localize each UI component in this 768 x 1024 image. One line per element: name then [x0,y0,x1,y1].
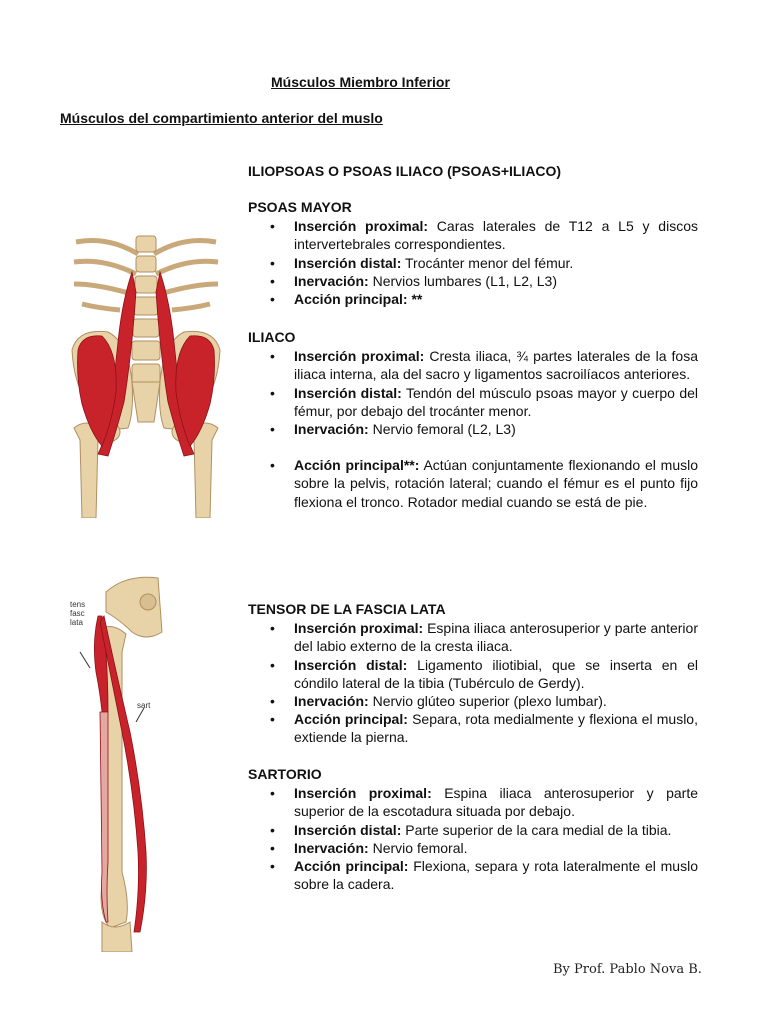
list-item [248,254,698,272]
sartorio-title: SARTORIO [248,766,322,782]
list-item [248,456,698,511]
spine [132,236,160,383]
list-item [248,821,698,839]
section-subtitle: Músculos del compartimiento anterior del muslo [60,110,383,126]
item-label: Inervación: [294,693,369,710]
tensor-fascia-lata-muscle [94,616,108,922]
item-label: Inserción proximal: [294,348,425,365]
item-text: Espina iliaca anterosuperior y parte superior de la escotadura situada por debajo. [294,785,698,820]
item-text: Nervios lumbares (L1, L2, L3) [368,272,558,289]
item-text: Nervio glúteo superior (plexo lumbar). [368,693,607,710]
list-item [248,272,698,290]
iliaco-title: ILIACO [248,329,296,345]
item-label: Inserción distal: [294,821,402,838]
item-label: Acción principal: [294,858,409,875]
item-label: Inserción proximal: [294,785,432,802]
tensor-section [248,600,698,747]
label-tensor-fascia-lata: tens fasc lata [70,600,86,627]
psoas-title: PSOAS MAYOR [248,199,352,215]
item-label: Acción principal: [294,711,408,728]
item-text: Tendón del músculo psoas mayor y cuerpo del fémur, por debajo del trocánter menor. [294,384,699,419]
signature: By Prof. Pablo Nova B. [553,962,702,977]
page-title: Músculos Miembro Inferior [271,74,450,90]
label-sartorius: sart [137,701,151,710]
thigh-illustration [66,572,170,952]
item-label: Inervación: [294,421,369,438]
psoas-list [248,217,698,308]
item-label: Inervación: [294,839,369,856]
list-item [248,692,698,710]
item-text: Actúan conjuntamente flexionando el muslo sobre la pelvis, rotación lateral; cuando el fémur es el punto fijo flexiona el tronco. Rotador medial cuando se está de pie. [294,457,698,510]
tensor-list [248,619,698,746]
tensor-title: TENSOR DE LA FASCIA LATA [248,601,446,617]
item-text: Flexiona, separa y rota lateralmente el muslo sobre la cadera. [294,858,698,893]
item-label: Inervación: [294,272,369,289]
item-text: Trocánter menor del fémur. [401,254,574,271]
item-text: Cresta iliaca, ¾ partes laterales de la fosa iliaca interna, ala del sacro y ligamentos sacroilíacos anteriores. [294,348,698,383]
item-label: Inserción proximal: [294,620,424,637]
list-item [248,290,698,308]
item-label: Acción principal: ** [294,291,423,308]
list-item [248,347,698,383]
list-item [248,784,698,820]
iliaco-action-list [248,456,698,511]
iliopsoas-illustration [68,232,224,518]
iliaco-list [248,347,698,438]
list-item [248,217,698,253]
item-text: Caras laterales de T12 a L5 y discos intervertebrales correspondientes. [294,218,698,253]
iliaco-section [248,328,698,511]
list-item [248,857,698,893]
list-item [248,839,698,857]
item-label: Inserción distal: [294,384,402,401]
list-item [248,710,698,746]
item-text: Separa, rota medialmente y flexiona el muslo, extiende la pierna. [294,711,698,746]
item-text: Parte superior de la cara medial de la tibia. [401,821,672,838]
list-item [248,656,698,692]
item-label: Inserción distal: [294,656,408,673]
item-text: Espina iliaca anterosuperior y parte anterior del labio externo de la cresta iliaca. [294,620,698,655]
list-item [248,420,698,438]
item-text: Nervio femoral (L2, L3) [368,421,516,438]
item-label: Inserción distal: [294,254,402,271]
item-label: Inserción proximal: [294,218,429,235]
item-text: Nervio femoral. [368,839,468,856]
item-label: Acción principal**: [294,457,420,474]
psoas-section [248,198,698,308]
sartorio-list [248,784,698,893]
sartorio-section [248,765,698,893]
group-title: ILIOPSOAS O PSOAS ILIACO (PSOAS+ILIACO) [248,163,562,179]
list-item [248,384,698,420]
list-item [248,619,698,655]
item-text: Ligamento iliotibial, que se inserta en el cóndilo lateral de la tibia (Tubérculo de Gerdy). [294,656,698,691]
